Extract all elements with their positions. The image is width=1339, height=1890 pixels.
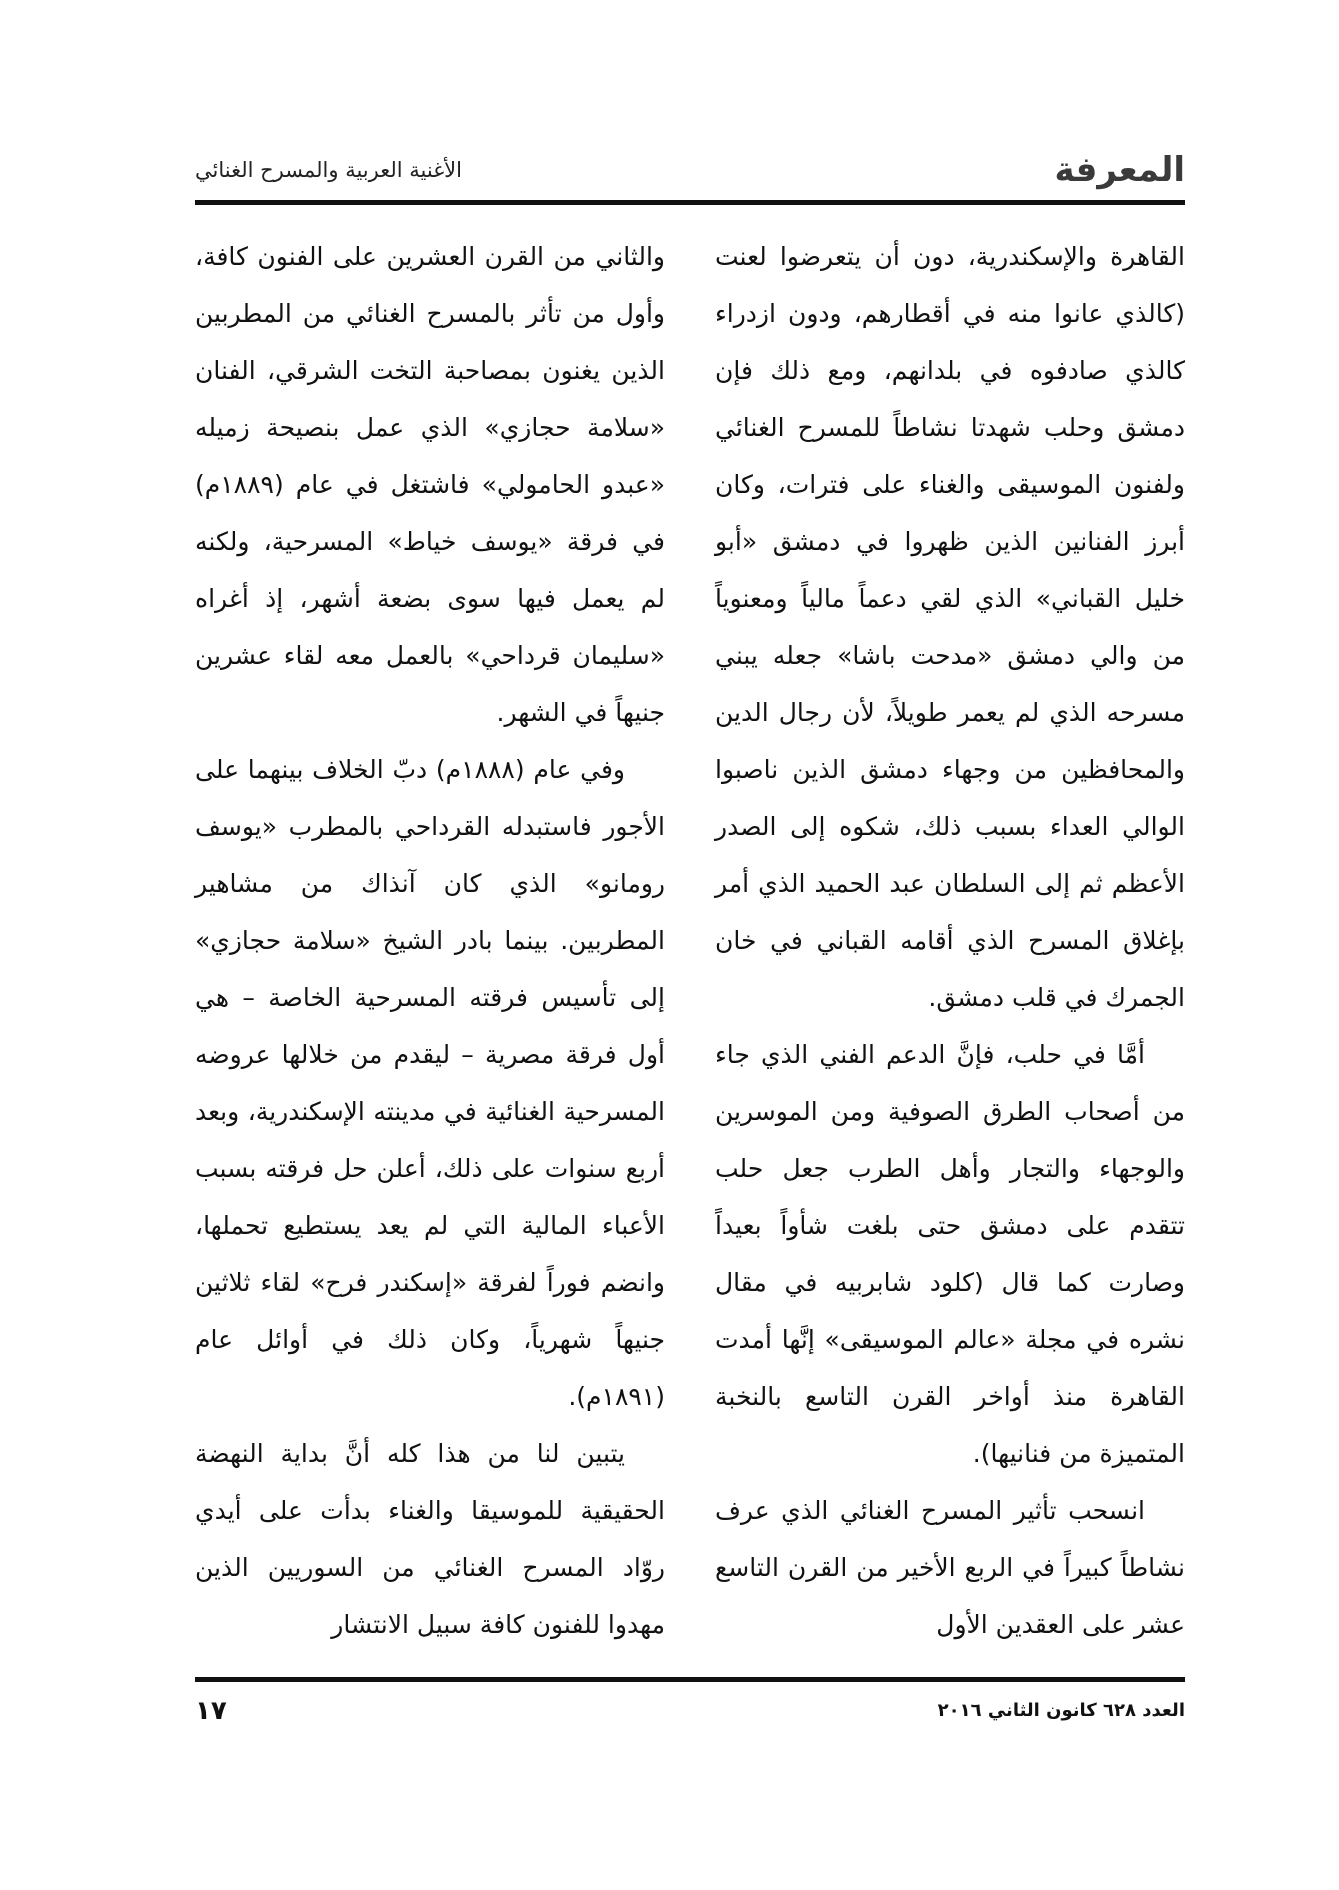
page-number: ١٧ [195, 1696, 227, 1726]
paragraph: أمَّا في حلب، فإنَّ الدعم الفني الذي جاء من أصحاب الطرق الصوفية ومن الموسرين والوجهاء والتجار وأهل الطرب جعل حلب تتقدم على دمشق حتى بلغت شأواً بعيداً وصارت كما قال (كلود شابربيه في مقال نشره في مجلة «عالم الموسيقى» إنَّها أمدت القاهرة منذ أواخر القرن التاسع بالنخبة المتميزة من فنانيها). [715, 1040, 1185, 1468]
text-column-right [715, 228, 1185, 1668]
header-rule [195, 200, 1185, 205]
paragraph: يتبين لنا من هذا كله أنَّ بداية النهضة الحقيقية للموسيقا والغناء بدأت على أيدي روّاد المسرح الغنائي من السوريين الذين مهدوا للفنون كافة سبيل الانتشار [195, 1439, 665, 1639]
paragraph: وفي عام (١٨٨٨م) دبّ الخلاف بينهما على الأجور فاستبدله القرداحي بالمطرب «يوسف رومانو» الذي كان آنذاك من مشاهير المطربين. بينما بادر الشيخ «سلامة حجازي» إلى تأسيس فرقته المسرحية الخاصة – هي أول فرقة مصرية – ليقدم من خلالها عروضه المسرحية الغنائية في مدينته الإسكندرية، وبعد أربع سنوات على ذلك، أعلن حل فرقته بسبب الأعباء المالية التي لم يعد يستطيع تحملها، وانضم فوراً لفرقة «إسكندر فرح» لقاء ثلاثين جنيهاً شهرياً، وكان ذلك في أوائل عام (١٨٩١م). [195, 755, 665, 1411]
paragraph: القاهرة والإسكندرية، دون أن يتعرضوا لعنت (كالذي عانوا منه في أقطارهم، ودون ازدراء كالذي صادفوه في بلدانهم، ومع ذلك فإن دمشق وحلب شهدتا نشاطاً للمسرح الغنائي ولفنون الموسيقى والغناء على فترات، وكان أبرز الفنانين الذين ظهروا في دمشق «أبو خليل القباني» الذي لقي دعماً مالياً ومعنوياً من والي دمشق «مدحت باشا» جعله يبني مسرحه الذي لم يعمر طويلاً، لأن رجال الدين والمحافظين من وجهاء دمشق الذين ناصبوا الوالي العداء بسبب ذلك، شكوه إلى الصدر الأعظم ثم إلى السلطان عبد الحميد الذي أمر بإغلاق المسرح الذي أقامه القباني في خان الجمرك في قلب دمشق. [715, 242, 1185, 1012]
paragraph: انسحب تأثير المسرح الغنائي الذي عرف نشاطاً كبيراً في الربع الأخير من القرن التاسع عشر على العقدين الأول [715, 1496, 1185, 1639]
issue-info: العدد ٦٢٨ كانون الثاني ٢٠١٦ [937, 1700, 1185, 1721]
paragraph: والثاني من القرن العشرين على الفنون كافة، وأول من تأثر بالمسرح الغنائي من المطربين الذين يغنون بمصاحبة التخت الشرقي، الفنان «سلامة حجازي» الذي عمل بنصيحة زميله «عبدو الحامولي» فاشتغل في عام (١٨٨٩م) في فرقة «يوسف خياط» المسرحية، ولكنه لم يعمل فيها سوى بضعة أشهر، إذ أغراه «سليمان قرداحي» بالعمل معه لقاء عشرين جنيهاً في الشهر. [195, 242, 665, 727]
footer-rule [195, 1677, 1185, 1682]
page-footer [195, 1696, 1185, 1734]
running-title: الأغنية العربية والمسرح الغنائي [195, 158, 462, 182]
page-header [195, 150, 1185, 194]
magazine-logo: المعرفة [1054, 150, 1185, 190]
text-column-left [195, 228, 665, 1668]
